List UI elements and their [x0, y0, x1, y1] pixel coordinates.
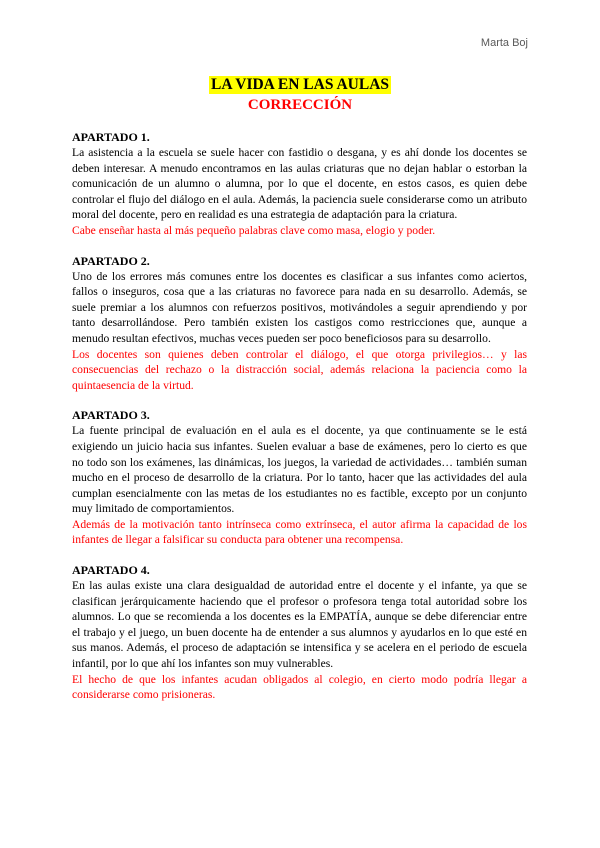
- section-apartado-3: [72, 408, 527, 548]
- section-apartado-1: [72, 130, 527, 239]
- section-body: La fuente principal de evaluación en el aula es el docente, ya que continuamente se le está exigiendo un juicio hacia sus infantes. Suelen evaluar a base de exámenes, pero lo cierto es que no todo son los exámenes, las dinámicas, los juegos, la variedad de actividades… también suman mucho en el proceso de desarrollo de la criatura. Por lo tanto, hacer que las actividades del aula cumplan esencialmente con las metas de los estudiantes no es factible, excepto por un conjunto muy limitado de comportamientos.: [72, 424, 527, 516]
- section-body: La asistencia a la escuela se suele hacer con fastidio o desgana, y es ahí donde los docentes se deben interesar. A menudo encontramos en las aulas criaturas que no dejan hablar o estorban la comunicación de un alumno o alumna, por lo que el docente, en estos casos, es quien debe controlar el flujo del diálogo en el aula. Además, la paciencia suele considerarse como un atributo moral del docente, pero en realidad es una estrategia de adaptación para la criatura.: [72, 146, 527, 222]
- section-heading: APARTADO 3.: [72, 408, 150, 423]
- document-subtitle: CORRECCIÓN: [247, 97, 353, 113]
- section-heading: APARTADO 4.: [72, 563, 150, 578]
- section-correction: Además de la motivación tanto intrínseca como extrínseca, el autor afirma la capacidad de los infantes de llegar a falsificar su conducta para obtener una recompensa.: [72, 517, 527, 547]
- document-body: [72, 130, 527, 718]
- section-correction: Cabe enseñar hasta al más pequeño palabras clave como masa, elogio y poder.: [72, 223, 436, 237]
- section-correction: Los docentes son quienes deben controlar el diálogo, el que otorga privilegios… y las consecuencias del rechazo o la distracción social, además relaciona la paciencia como la quintaesencia de la virtud.: [72, 347, 527, 392]
- section-heading: APARTADO 1.: [72, 130, 150, 144]
- section-body: En las aulas existe una clara desigualdad de autoridad entre el docente y el infante, ya que se clasifican jerárquicamente haciendo que el profesor o profesora tenga total autoridad sobre los alumnos. Lo que se recomienda a los docentes es la EMPATÍA, aunque se debe diferenciar entre el trabajo y el juego, un buen docente ha de entender a sus alumnos y ayudarlos en lo que esté en sus manos. Además, el proceso de adaptación se intensifica y se acelera en el periodo de escuela infantil, por lo que ahí los infantes son muy vulnerables.: [72, 579, 527, 671]
- section-body: Uno de los errores más comunes entre los docentes es clasificar a sus infantes como aciertos, fallos o inseguros, cosa que a las criaturas no favorece para nada en su desarrollo. Además, se suele premiar a los alumnos con refuerzos positivos, motivándoles a seguir aprendiendo y por tanto desarrollándose. Pero también existen los castigos como restricciones que, aunque a menudo resultan efectivos, muchas veces pueden ser poco beneficiosos para su desarrollo.: [72, 269, 527, 345]
- document-title: LA VIDA EN LAS AULAS: [210, 76, 390, 93]
- section-apartado-2: [72, 254, 527, 394]
- section-apartado-4: [72, 563, 527, 703]
- author-name: Marta Boj: [480, 37, 528, 49]
- title-container: [0, 76, 600, 94]
- section-heading: APARTADO 2.: [72, 253, 150, 268]
- section-correction: El hecho de que los infantes acudan obligados al colegio, en cierto modo podría llegar a considerarse como prisioneras.: [72, 672, 527, 702]
